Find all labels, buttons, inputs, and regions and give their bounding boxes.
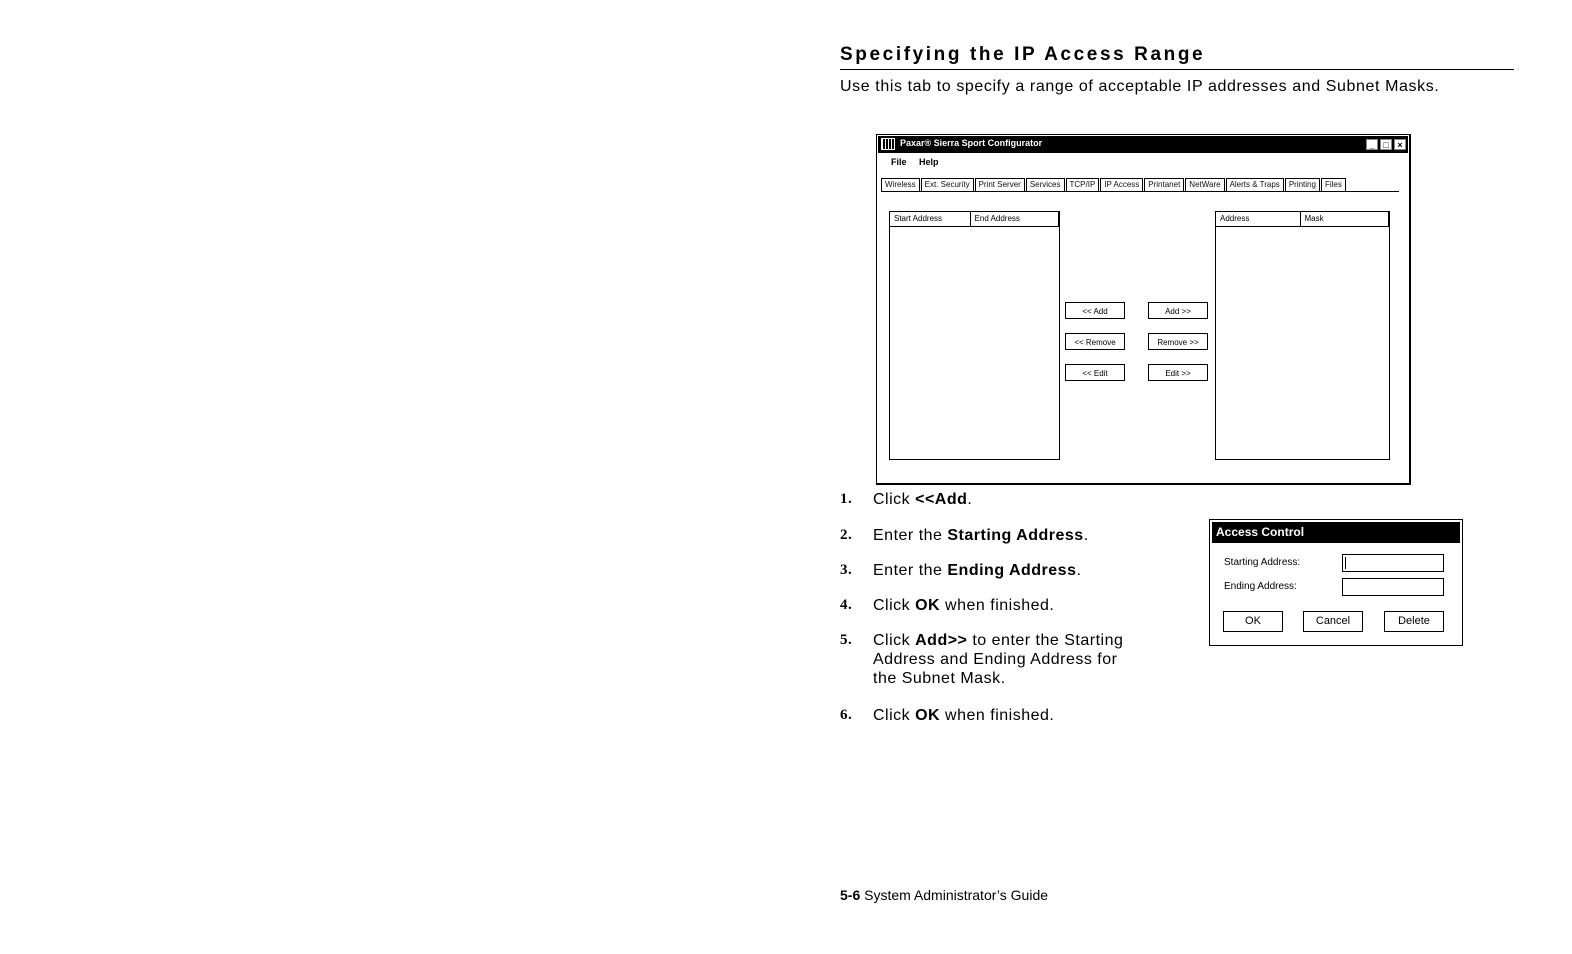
column-start-address[interactable]: Start Address xyxy=(890,212,971,226)
tab-alerts-traps[interactable]: Alerts & Traps xyxy=(1226,178,1284,191)
edit-right-button[interactable]: Edit >> xyxy=(1148,364,1208,381)
ending-address-input[interactable] xyxy=(1342,578,1444,596)
ip-range-list-header xyxy=(890,212,1059,227)
tab-netware[interactable]: NetWare xyxy=(1185,178,1224,191)
subnet-mask-list-header xyxy=(1216,212,1389,227)
dialog-title: Access Control xyxy=(1212,522,1460,543)
menu-file[interactable]: File xyxy=(891,157,907,167)
delete-button[interactable]: Delete xyxy=(1384,611,1444,632)
menu-help[interactable]: Help xyxy=(919,157,939,167)
tab-services[interactable]: Services xyxy=(1026,178,1065,191)
add-right-button[interactable]: Add >> xyxy=(1148,302,1208,319)
tab-bar xyxy=(881,178,1399,192)
minimize-icon[interactable]: _ xyxy=(1366,139,1378,150)
tab-wireless[interactable]: Wireless xyxy=(881,178,920,191)
tab-ip-access[interactable]: IP Access xyxy=(1100,178,1143,191)
page-footer xyxy=(840,887,1048,903)
window-title: Paxar® Sierra Sport Configurator xyxy=(900,138,1043,148)
tab-tcp-ip[interactable]: TCP/IP xyxy=(1066,178,1100,191)
tab-printing[interactable]: Printing xyxy=(1285,178,1320,191)
tab-files[interactable]: Files xyxy=(1321,178,1346,191)
column-address[interactable]: Address xyxy=(1216,212,1301,226)
cancel-button[interactable]: Cancel xyxy=(1303,611,1363,632)
window-titlebar xyxy=(878,136,1408,153)
text-caret xyxy=(1345,557,1346,569)
ip-range-list[interactable] xyxy=(889,211,1060,460)
page-number: 5-6 xyxy=(840,887,861,903)
tab-print-server[interactable]: Print Server xyxy=(975,178,1025,191)
remove-right-button[interactable]: Remove >> xyxy=(1148,333,1208,350)
ok-button[interactable]: OK xyxy=(1223,611,1283,632)
configurator-window xyxy=(876,134,1411,485)
section-heading: Specifying the IP Access Range xyxy=(840,44,1514,70)
menu-bar xyxy=(891,157,949,167)
edit-left-button[interactable]: << Edit xyxy=(1065,364,1125,381)
app-icon xyxy=(881,138,895,150)
remove-left-button[interactable]: << Remove xyxy=(1065,333,1125,350)
guide-title: System Administrator’s Guide xyxy=(864,887,1049,903)
access-control-dialog xyxy=(1209,519,1463,646)
tab-ext-security[interactable]: Ext. Security xyxy=(921,178,974,191)
restore-icon[interactable]: □ xyxy=(1380,139,1392,150)
ending-address-label: Ending Address: xyxy=(1224,581,1297,592)
subnet-mask-list[interactable] xyxy=(1215,211,1390,460)
column-end-address[interactable]: End Address xyxy=(971,212,1059,226)
column-mask[interactable]: Mask xyxy=(1301,212,1389,226)
starting-address-label: Starting Address: xyxy=(1224,557,1301,568)
close-icon[interactable]: × xyxy=(1394,139,1406,150)
add-left-button[interactable]: << Add xyxy=(1065,302,1125,319)
starting-address-input[interactable] xyxy=(1342,554,1444,572)
intro-text: Use this tab to specify a range of acceptable IP addresses and Subnet Masks. xyxy=(840,78,1440,95)
tab-printanet[interactable]: Printanet xyxy=(1144,178,1184,191)
